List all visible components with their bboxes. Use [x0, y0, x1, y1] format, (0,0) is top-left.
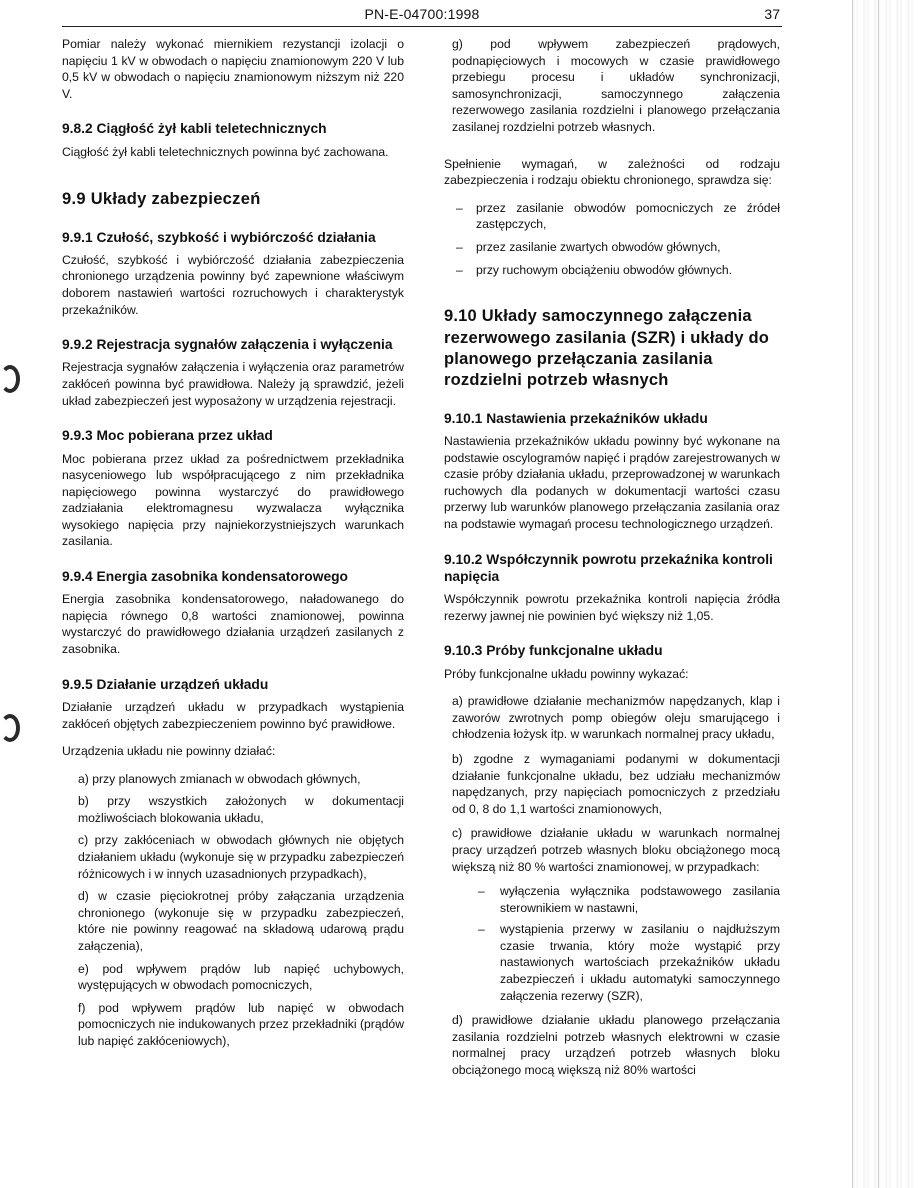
- paragraph: Ciągłość żył kabli teletechnicznych powinna być zachowana.: [62, 144, 389, 159]
- list-item: b) przy wszystkich założonych w dokumentacji możliwościach blokowania układu,: [78, 794, 404, 825]
- paragraph: Energia zasobnika kondensatorowego, naładowanego do napięcia równego 0,8 wartości znamionowej, powinna wystarczyć do prawidłowego działania urządzeń zasilanych z zasobnika.: [62, 592, 404, 657]
- list-item: f) pod wpływem prądów lub napięć w obwodach pomocniczych nie indukowanych przez przekładniki (prądów lub napięć zakłóceniowych),: [78, 1000, 404, 1048]
- dash-list-item: [444, 883, 780, 916]
- paragraph: Nastawienia przekaźników układu powinny być wykonane na podstawie oscylogramów napięć i prądów zarejestrowanych w czasie próby działania układu, przeprowadzonej w warunkach ruchowych dla podanych w dokumentacji wartości czasu przerwy lub warunków planowego przełączania zasilania oraz na podstawie wymagań procesu technologicznego urządzeń.: [444, 434, 780, 532]
- dash-list-item: [444, 262, 780, 279]
- paragraph: Spełnienie wymagań, w zależności od rodzaju zabezpieczenia i rodzaju obiektu chronionego, sprawdza się:: [444, 156, 780, 188]
- page-header: [62, 4, 782, 27]
- dash-bullet: –: [478, 884, 485, 899]
- page-number: 37: [764, 6, 780, 22]
- list-item: g) pod wpływem zabezpieczeń prądowych, podnapięciowych i mocowych w czasie prawidłowego przebiegu procesu i układów synchronizacji, samosynchronizacji, samoczynnego załączenia rezerwowego zasilania rozdzielni i planowego przełączania zasilanej rozdzielni potrzeb własnych.: [452, 37, 780, 134]
- scan-margin: [848, 0, 918, 1188]
- list-item: a) prawidłowe działanie mechanizmów napędzanych, klap i zaworów zwrotnych pomp obiegów oleju smarującego i chłodzenia łożysk itp. w warunkach normalnej pracy układu,: [452, 694, 780, 742]
- section-heading-9-10-1: 9.10.1 Nastawienia przekaźników układu: [444, 410, 708, 426]
- dash-bullet: –: [478, 922, 485, 937]
- punch-hole-mark: [0, 365, 20, 393]
- dash-bullet: –: [456, 200, 463, 215]
- list-item: d) prawidłowe działanie układu planowego przełączania zasilania rozdzielni potrzeb własnych elektrowni w czasie normalnej pracy urządzeń potrzeb własnych bloku obciążonego mocą większą niż 80% wartości: [452, 1013, 780, 1078]
- left-column: [62, 36, 404, 1056]
- dash-item-text: przez zasilanie zwartych obwodów głównych,: [476, 239, 721, 254]
- section-heading-9-9: 9.9 Układy zabezpieczeń: [62, 190, 261, 209]
- list-item: c) prawidłowe działanie układu w warunkach normalnej pracy urządzeń potrzeb własnych bloku obciążonego mocą większą niż 80 % wartości znamionowej, w przypadkach:: [452, 826, 780, 874]
- scan-artifact-line: [852, 0, 853, 1188]
- paragraph: Moc pobierana przez układ za pośrednictwem przekładnika nasyceniowego lub współpracującego z nim przekładnika napięciowego powinna wystarczyć do prawidłowego zadziałania elektromagnesu wyzwalacza wyłącznika wysokiego napięcia przy najniekorzystniejszych warunkach zasilania.: [62, 451, 404, 549]
- list-item: e) pod wpływem prądów lub napięć uchybowych, występujących w obwodach pomocniczych,: [78, 961, 404, 993]
- paragraph: Próby funkcjonalne układu powinny wykazać:: [444, 666, 689, 681]
- dash-item-text: wystąpienia przerwy w zasilaniu o najdłuższym czasie trwania, który może wystąpić przy nastawionych wartościach przekaźników układu zabezpieczeń i układu automatyki samoczynnego załączenia rezerwy (SZR),: [500, 922, 780, 1003]
- punch-hole-mark: [0, 714, 20, 742]
- paragraph: Rejestracja sygnałów załączenia i wyłączenia oraz parametrów zakłóceń powinna być prawidłowa. Należy ją sprawdzić, jeżeli układ zabezpieczeń jest wyposażony w urządzenia rejestracji.: [62, 360, 404, 408]
- list-item: c) przy zakłóceniach w obwodach głównych nie objętych działaniem układu (wykonuje się w przypadku zabezpieczeń różnicowych i w innych uzasadnionych przypadkach),: [78, 833, 404, 881]
- paragraph: Czułość, szybkość i wybiórczość działania zabezpieczenia chronionego urządzenia powinny być zapewnione właściwym doborem nastawień wartości rozruchowych i charakterystyk przekaźników.: [62, 252, 404, 317]
- list-item: a) przy planowych zmianach w obwodach głównych,: [78, 771, 361, 786]
- paragraph: Urządzenia układu nie powinny działać:: [62, 744, 276, 759]
- intro-paragraph: Pomiar należy wykonać miernikiem rezystancji izolacji o napięciu 1 kV w obwodach o napięciu znamionowym 220 V lub 0,5 kV w obwodach o napięciu znamionowym niższym niż 220 V.: [62, 37, 404, 101]
- section-heading-9-9-2: 9.9.2 Rejestracja sygnałów załączenia i wyłączenia: [62, 337, 393, 353]
- dash-bullet: –: [456, 262, 463, 277]
- paragraph: Działanie urządzeń układu w przypadkach wystąpienia zakłóceń objętych zabezpieczeniem powinno być prawidłowe.: [62, 699, 404, 731]
- dash-item-text: wyłączenia wyłącznika podstawowego zasilania sterownikiem w nastawni,: [500, 884, 780, 915]
- dash-item-text: przez zasilanie obwodów pomocniczych ze źródeł zastępczych,: [476, 200, 780, 232]
- section-heading-9-9-1: 9.9.1 Czułość, szybkość i wybiórczość działania: [62, 229, 376, 245]
- dash-list-item: [444, 200, 780, 233]
- paragraph: Współczynnik powrotu przekaźnika kontroli napięcia źródła rezerwy jawnej nie powinien być większy niż 1,05.: [444, 592, 780, 623]
- section-heading-9-10-3: 9.10.3 Próby funkcjonalne układu: [444, 643, 663, 659]
- document-id: PN-E-04700:1998: [364, 6, 480, 22]
- section-heading-9-9-3: 9.9.3 Moc pobierana przez układ: [62, 428, 273, 444]
- section-heading-9-9-4: 9.9.4 Energia zasobnika kondensatorowego: [62, 569, 348, 585]
- right-column: [444, 36, 780, 1085]
- section-heading-9-8-2: 9.8.2 Ciągłość żył kabli teletechnicznych: [62, 121, 327, 137]
- section-heading-9-10-2: 9.10.2 Współczynnik powrotu przekaźnika kontroli napięcia: [444, 551, 773, 584]
- list-item: d) w czasie pięciokrotnej próby załączania urządzenia chronionego (wykonuje się w przypadku zabezpieczeń, które nie powinny reagować na składową udarową prądu załączenia),: [78, 889, 404, 954]
- dash-list-item: [444, 239, 780, 256]
- dash-item-text: przy ruchowym obciążeniu obwodów głównych.: [476, 262, 733, 277]
- dash-bullet: –: [456, 239, 463, 254]
- list-item: b) zgodne z wymaganiami podanymi w dokumentacji działanie funkcjonalne układu, bez udziału mechanizmów napędzanych, przy napięciach pomocniczych z przedziału od 0, 8 do 1,1 wartości znamionowych,: [452, 751, 780, 816]
- section-heading-9-10: 9.10 Układy samoczynnego załączenia rezerwowego zasilania (SZR) i układy do planowego przełączania zasilania rozdzielni potrzeb własnych: [444, 307, 770, 390]
- scan-artifact-line: [878, 0, 879, 1188]
- dash-list-item: [444, 921, 780, 1004]
- section-heading-9-9-5: 9.9.5 Działanie urządzeń układu: [62, 676, 269, 692]
